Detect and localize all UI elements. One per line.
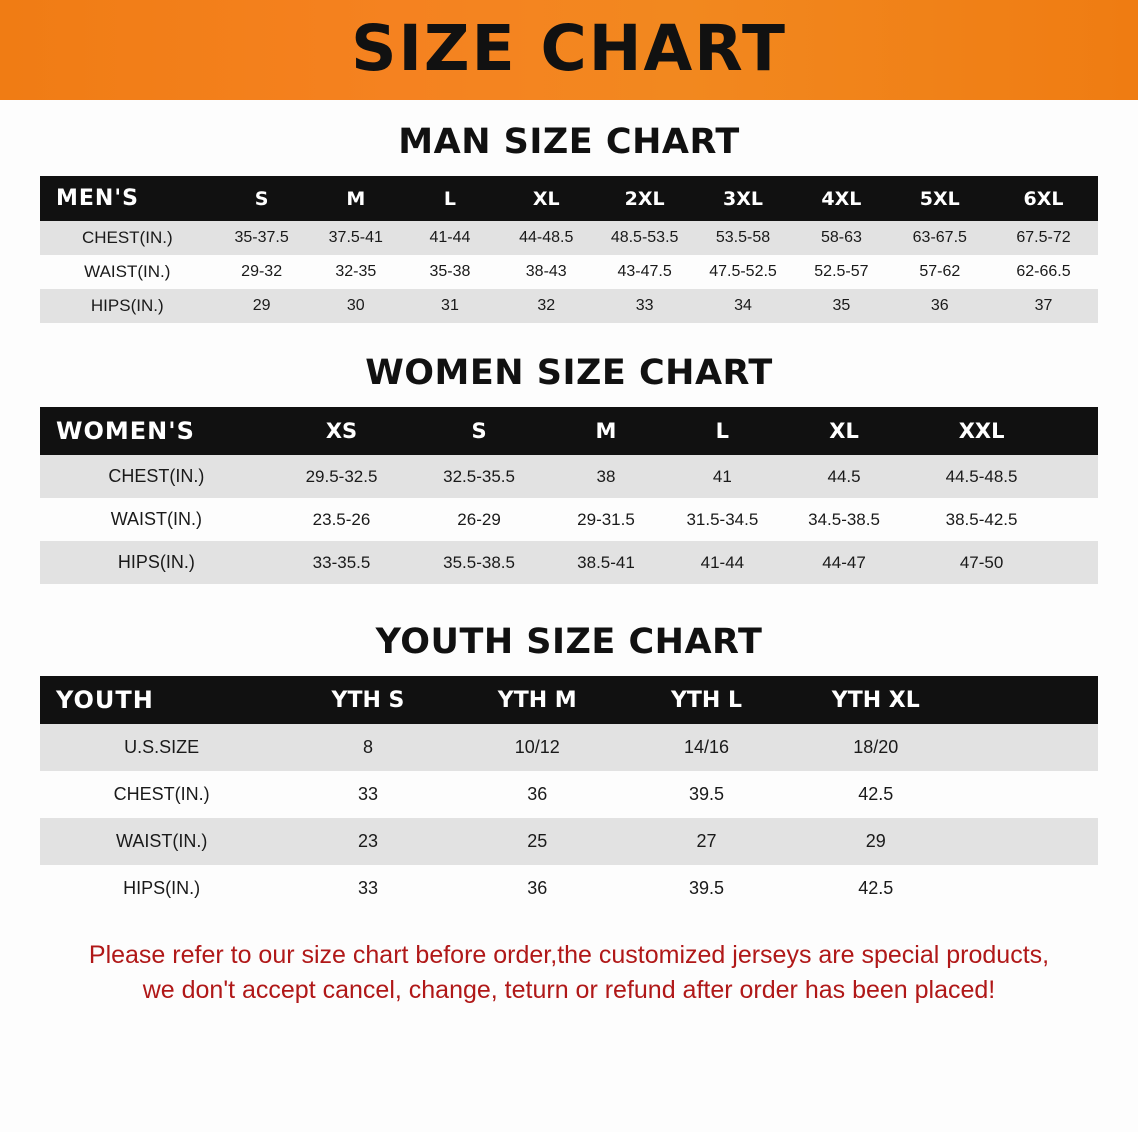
cell: 44-48.5 xyxy=(497,221,595,255)
cell: 44.5 xyxy=(781,455,908,498)
row-label: HIPS(IN.) xyxy=(40,865,283,912)
men-header-4xl: 4XL xyxy=(792,176,890,221)
page-banner xyxy=(0,0,1138,100)
cell: 38 xyxy=(548,455,664,498)
row-label: CHEST(IN.) xyxy=(40,221,215,255)
table-row xyxy=(40,255,1098,289)
youth-header-yth-s: YTH S xyxy=(283,676,452,724)
table-row xyxy=(40,771,1098,818)
cell: 67.5-72 xyxy=(989,221,1098,255)
cell: 39.5 xyxy=(622,865,791,912)
cell: 38.5-41 xyxy=(548,541,664,584)
youth-table-wrap xyxy=(0,676,1138,912)
cell: 42.5 xyxy=(791,865,960,912)
cell: 44-47 xyxy=(781,541,908,584)
cell: 33 xyxy=(595,289,693,323)
row-label: WAIST(IN.) xyxy=(40,818,283,865)
women-header-spacer xyxy=(1056,407,1098,455)
table-header-row xyxy=(40,676,1098,724)
women-header-xs: XS xyxy=(273,407,411,455)
cell: 35-37.5 xyxy=(215,221,309,255)
cell: 29.5-32.5 xyxy=(273,455,411,498)
row-label: HIPS(IN.) xyxy=(40,289,215,323)
cell: 44.5-48.5 xyxy=(908,455,1056,498)
cell: 38-43 xyxy=(497,255,595,289)
youth-header-yth-m: YTH M xyxy=(453,676,622,724)
women-table-head xyxy=(40,407,1098,455)
cell-spacer xyxy=(960,724,1098,771)
youth-section-heading: YOUTH SIZE CHART xyxy=(375,622,763,662)
cell: 52.5-57 xyxy=(792,255,890,289)
women-header-l: L xyxy=(664,407,780,455)
women-header-xl: XL xyxy=(781,407,908,455)
cell: 41-44 xyxy=(664,541,780,584)
cell: 38.5-42.5 xyxy=(908,498,1056,541)
cell: 29 xyxy=(215,289,309,323)
women-size-table xyxy=(40,407,1098,584)
cell: 23.5-26 xyxy=(273,498,411,541)
cell-spacer xyxy=(960,771,1098,818)
men-table-head xyxy=(40,176,1098,221)
cell-spacer xyxy=(960,818,1098,865)
cell: 29-31.5 xyxy=(548,498,664,541)
men-table-body xyxy=(40,221,1098,323)
table-header-row xyxy=(40,407,1098,455)
cell: 48.5-53.5 xyxy=(595,221,693,255)
row-label: CHEST(IN.) xyxy=(40,771,283,818)
cell: 63-67.5 xyxy=(891,221,989,255)
men-header-label: MEN'S xyxy=(40,176,215,221)
cell: 62-66.5 xyxy=(989,255,1098,289)
man-table-wrap xyxy=(0,176,1138,323)
cell-spacer xyxy=(1056,455,1098,498)
cell: 36 xyxy=(453,865,622,912)
table-row xyxy=(40,221,1098,255)
cell: 31 xyxy=(403,289,497,323)
cell: 23 xyxy=(283,818,452,865)
men-size-table xyxy=(40,176,1098,323)
men-header-m: M xyxy=(309,176,403,221)
cell: 14/16 xyxy=(622,724,791,771)
youth-size-table xyxy=(40,676,1098,912)
cell: 35-38 xyxy=(403,255,497,289)
table-row xyxy=(40,818,1098,865)
man-section-heading: MAN SIZE CHART xyxy=(398,122,740,162)
cell: 32.5-35.5 xyxy=(410,455,548,498)
cell: 57-62 xyxy=(891,255,989,289)
cell: 8 xyxy=(283,724,452,771)
women-header-s: S xyxy=(410,407,548,455)
table-row xyxy=(40,724,1098,771)
cell-spacer xyxy=(960,865,1098,912)
cell: 32 xyxy=(497,289,595,323)
men-header-5xl: 5XL xyxy=(891,176,989,221)
cell: 27 xyxy=(622,818,791,865)
youth-header-yth-l: YTH L xyxy=(622,676,791,724)
row-label: HIPS(IN.) xyxy=(40,541,273,584)
cell: 33 xyxy=(283,865,452,912)
cell: 58-63 xyxy=(792,221,890,255)
table-row xyxy=(40,455,1098,498)
women-section-heading: WOMEN SIZE CHART xyxy=(365,353,773,393)
cell: 31.5-34.5 xyxy=(664,498,780,541)
cell: 18/20 xyxy=(791,724,960,771)
cell: 34 xyxy=(694,289,792,323)
men-header-3xl: 3XL xyxy=(694,176,792,221)
cell: 41-44 xyxy=(403,221,497,255)
table-row xyxy=(40,865,1098,912)
cell-spacer xyxy=(1056,541,1098,584)
cell: 29-32 xyxy=(215,255,309,289)
cell: 39.5 xyxy=(622,771,791,818)
youth-header-label: YOUTH xyxy=(40,676,283,724)
policy-note-line-1: Please refer to our size chart before order,the customized jerseys are special products, xyxy=(88,941,1050,969)
cell: 36 xyxy=(891,289,989,323)
row-label: CHEST(IN.) xyxy=(40,455,273,498)
cell: 26-29 xyxy=(410,498,548,541)
policy-note-line-2: we don't accept cancel, change, teturn or refund after order has been placed! xyxy=(142,975,996,1004)
women-table-body xyxy=(40,455,1098,584)
youth-table-head xyxy=(40,676,1098,724)
table-row xyxy=(40,289,1098,323)
women-header-m: M xyxy=(548,407,664,455)
cell: 36 xyxy=(453,771,622,818)
table-row xyxy=(40,498,1098,541)
men-header-s: S xyxy=(215,176,309,221)
women-header-xxl: XXL xyxy=(908,407,1056,455)
youth-header-spacer xyxy=(960,676,1098,724)
cell: 33-35.5 xyxy=(273,541,411,584)
cell: 41 xyxy=(664,455,780,498)
women-header-label: WOMEN'S xyxy=(40,407,273,455)
row-label: WAIST(IN.) xyxy=(40,498,273,541)
table-header-row xyxy=(40,176,1098,221)
page-title: SIZE CHART xyxy=(351,11,787,85)
cell: 35.5-38.5 xyxy=(410,541,548,584)
cell: 30 xyxy=(309,289,403,323)
cell: 47.5-52.5 xyxy=(694,255,792,289)
cell: 53.5-58 xyxy=(694,221,792,255)
cell: 35 xyxy=(792,289,890,323)
cell: 34.5-38.5 xyxy=(781,498,908,541)
cell: 33 xyxy=(283,771,452,818)
cell: 10/12 xyxy=(453,724,622,771)
table-row xyxy=(40,541,1098,584)
youth-header-yth-xl: YTH XL xyxy=(791,676,960,724)
men-header-l: L xyxy=(403,176,497,221)
cell: 32-35 xyxy=(309,255,403,289)
cell-spacer xyxy=(1056,498,1098,541)
cell: 29 xyxy=(791,818,960,865)
row-label: WAIST(IN.) xyxy=(40,255,215,289)
men-header-xl: XL xyxy=(497,176,595,221)
cell: 43-47.5 xyxy=(595,255,693,289)
women-table-wrap xyxy=(0,407,1138,584)
cell: 37.5-41 xyxy=(309,221,403,255)
youth-table-body xyxy=(40,724,1098,912)
policy-note xyxy=(36,938,1102,1007)
cell: 37 xyxy=(989,289,1098,323)
cell: 25 xyxy=(453,818,622,865)
cell: 42.5 xyxy=(791,771,960,818)
men-header-2xl: 2XL xyxy=(595,176,693,221)
row-label: U.S.SIZE xyxy=(40,724,283,771)
men-header-6xl: 6XL xyxy=(989,176,1098,221)
cell: 47-50 xyxy=(908,541,1056,584)
